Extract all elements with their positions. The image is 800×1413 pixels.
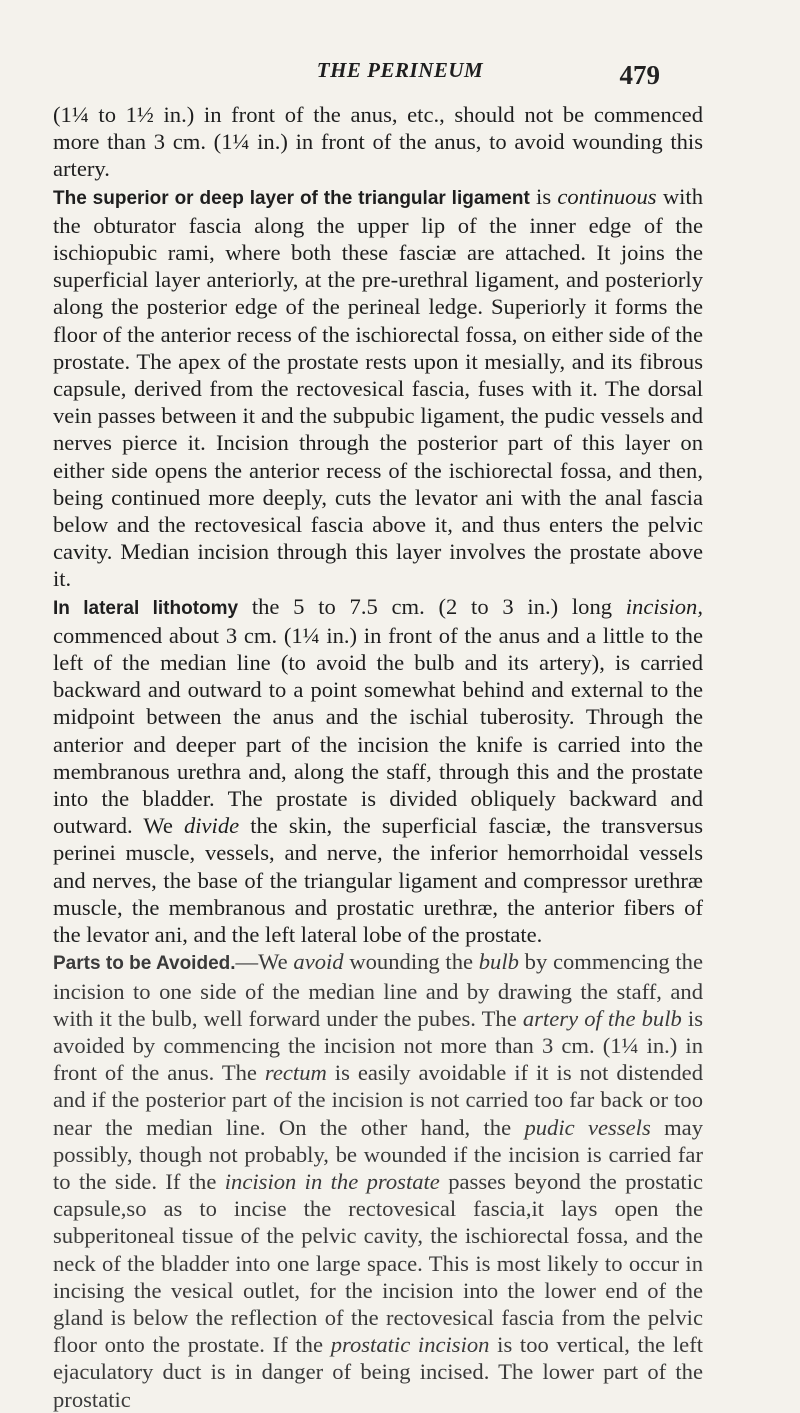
running-head — [0, 50, 800, 90]
text-run: wounding the — [343, 949, 479, 975]
italic-run: incision, — [625, 593, 703, 619]
text-run: commenced about 3 cm. (1¼ in.) in front of the anus and a little to the left of the median line (to avoid the bulb and its artery), is carried backward and outward to a point somewhat behind and external to the midpoint between the anus and the ischial tuberosity. Through the anterior and deeper part of the incision the knife is carried into the membranous urethra and, along the staff, through this and the prostate into the bladder. The prostate is divided obliquely backward and outward. We — [53, 622, 703, 839]
italic-run: continuous — [557, 183, 657, 209]
text-run: is — [529, 183, 558, 209]
text-run: is avoided by commencing the incision not more than 3 cm. (1¼ in.) in front of the anus. The — [53, 1005, 703, 1086]
paragraph — [53, 183, 703, 593]
text-run: with the obturator fascia along the upper lip of the inner edge of the ischiopubic rami, where both these fasciæ are attached. It joins the superficial layer anteriorly, at the pre-urethral ligament, and posteriorly along the posterior edge of the perineal ledge. Superiorly it forms the floor of the anterior recess of the ischiorectal fossa, on either side of the prostate. The apex of the prostate rests upon it mesially, and its fibrous capsule, derived from the rectovesical fascia, fuses with it. The dorsal vein passes between it and the subpubic ligament, the pudic vessels and nerves pierce it. Incision through the posterior part of this layer on either side opens the anterior recess of the ischiorectal fossa, and then, being continued more deeply, cuts the levator ani with the anal fascia below and the rectovesical fascia above it, and thus enters the pelvic cavity. Median incision through this layer involves the prostate above it. — [53, 183, 703, 592]
italic-run: pudic vessels — [524, 1114, 651, 1140]
italic-run: artery of the bulb — [522, 1005, 682, 1031]
paragraph — [53, 948, 703, 1412]
italic-run: divide — [183, 813, 240, 839]
italic-run: prostatic incision — [330, 1332, 490, 1358]
page-number: 479 — [619, 60, 660, 90]
bold-heading-run: Parts to be Avoided. — [53, 953, 236, 975]
italic-run: rectum — [264, 1060, 327, 1086]
body-text — [53, 101, 703, 1413]
text-run: may possibly, though not probably, be wounded if the incision is carried far to the side. If the — [53, 1114, 703, 1194]
text-run: the skin, the superficial fasciæ, the transversus perinei muscle, vessels, and nerve, the inferior hemorrhoidal vessels and nerves, the base of the triangular ligament and compressor urethræ muscle, the membranous and prostatic urethræ, the anterior fibers of the levator ani, and the left lateral lobe of the prostate. — [53, 813, 704, 948]
text-run: the 5 to 7.5 cm. (2 to 3 in.) long — [238, 593, 626, 619]
text-run: by commencing the incision to one side of the median line and by drawing the staff, and with it the bulb, well forward under the pubes. The — [53, 949, 703, 1031]
paragraph — [53, 101, 703, 183]
bold-heading-run: The superior or deep layer of the triangular ligament — [53, 187, 530, 209]
text-run: (1¼ to 1½ in.) in front of the anus, etc., should not be commenced more than 3 cm. (1¼ in.) in front of the anus, to avoid wounding this artery. — [53, 102, 703, 182]
paragraph — [53, 593, 703, 949]
italic-run: incision in the prostate — [224, 1168, 440, 1194]
bold-heading-run: In lateral lithotomy — [53, 597, 239, 619]
text-run: passes beyond the prostatic capsule,so as to incise the rectovesical fascia,it lays open the subperitoneal tissue of the pelvic cavity, the ischiorectal fossa, and the neck of the bladder into one large space. This is most likely to occur in incising the vesical outlet, for the incision into the lower end of the gland is below the reflection of the rectovesical fascia from the pelvic floor onto the prostate. If the — [53, 1168, 703, 1358]
text-run: is too vertical, the left ejaculatory duct is in danger of being incised. The lower part of the prostatic — [53, 1332, 704, 1412]
italic-run: bulb — [478, 949, 519, 975]
running-title: THE PERINEUM — [316, 58, 484, 82]
text-run: is easily avoidable if it is not distended and if the posterior part of the incision is not carried too far back or too near the median line. On the other hand, the — [53, 1060, 703, 1140]
italic-run: avoid — [293, 949, 344, 975]
text-run: —We — [235, 949, 294, 975]
